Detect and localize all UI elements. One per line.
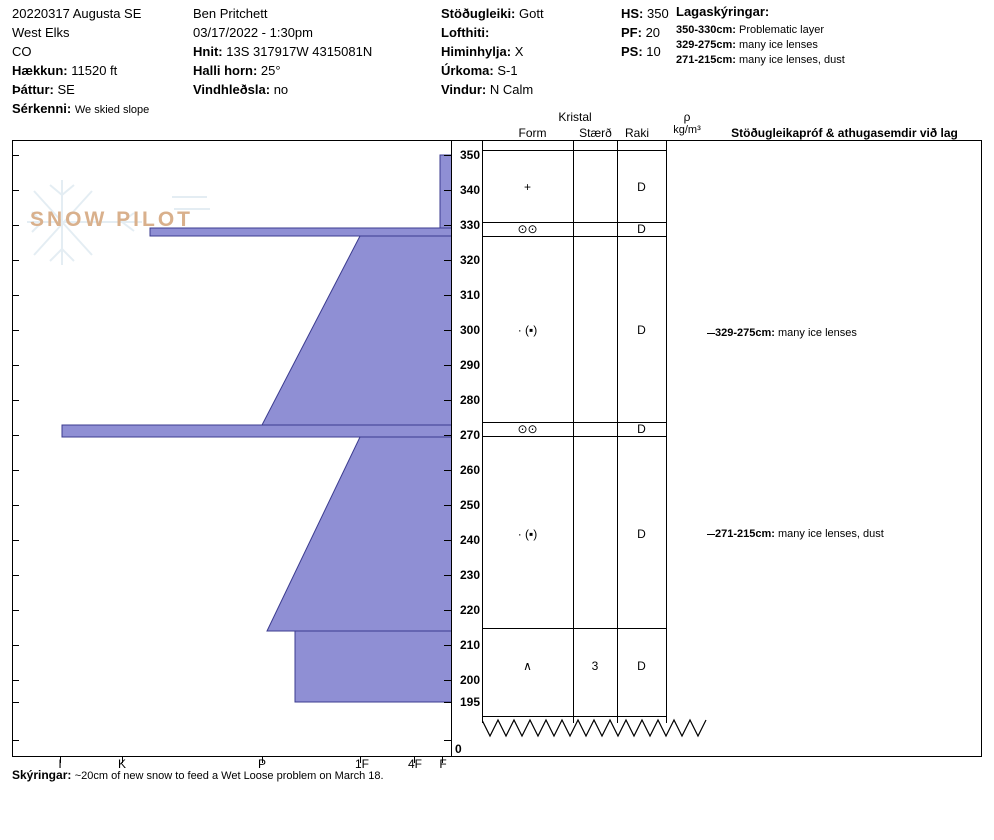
header-field-hs: HS: 350 <box>621 6 669 21</box>
hardness-label: I <box>58 757 62 771</box>
header-field-coordinates: Hnit: 13S 317917W 4315081N <box>193 44 373 59</box>
density-column <box>667 140 707 757</box>
comments-header: Stöðugleikapróf & athugasemdir við lag <box>731 126 958 140</box>
header-field-aspect: Þáttur: SE <box>12 82 75 97</box>
header-field-title: 20220317 Augusta SE <box>12 6 142 21</box>
summary-note <box>12 768 384 782</box>
hardness-label: K <box>117 757 127 771</box>
summary-note-label: Skýringar: <box>12 768 72 782</box>
depth-tick-label: 250 <box>459 498 480 512</box>
density-symbol-header: ρ <box>683 110 691 124</box>
depth-tick-label: 280 <box>459 393 480 407</box>
depth-tick-label: 210 <box>459 638 480 652</box>
depth-axis <box>452 140 482 757</box>
layer-wetness: D <box>637 527 646 541</box>
header-column-observer <box>193 4 438 99</box>
comments-column <box>707 140 982 757</box>
depth-tick-label: 290 <box>459 358 480 372</box>
depth-tick-label: 300 <box>459 323 480 337</box>
hardness-label: P <box>257 757 267 771</box>
header-field-slope-angle: Halli horn: 25° <box>193 63 281 78</box>
layer-form: · (▪) <box>517 323 538 337</box>
header-column-layer-notes <box>676 4 986 68</box>
form-header: Form <box>518 126 547 140</box>
layer-size: 3 <box>591 659 599 673</box>
depth-tick-label: 230 <box>459 568 480 582</box>
snow-pilot-watermark-text: SNOW PILOT <box>30 208 193 231</box>
layer-note-row: 329-275cm: many ice lenses <box>676 39 818 51</box>
hardness-label: F <box>439 757 447 771</box>
header-field-datetime: 03/17/2022 - 1:30pm <box>193 25 313 40</box>
size-header: Stærð <box>579 126 612 140</box>
summary-note-value: ~20cm of new snow to feed a Wet Loose problem on March 18. <box>74 770 384 782</box>
header-field-region: West Elks <box>12 25 70 40</box>
layer-form: ⊙⊙ <box>517 222 538 236</box>
layer-notes-title: Lagaskýringar: <box>676 4 770 19</box>
layer-form: + <box>523 180 531 194</box>
header-field-stability: Stöðugleiki: Gott <box>441 6 544 21</box>
header-field-air-temp: Lofthiti: <box>441 25 490 40</box>
header-column-site <box>12 4 192 120</box>
layer-comment: 271-215cm: many ice lenses, dust <box>715 528 884 540</box>
depth-tick-label: 200 <box>459 673 480 687</box>
depth-tick-label: 195 <box>459 695 480 709</box>
header-field-wind-loading: Vindhleðsla: no <box>193 82 289 97</box>
wetness-header: Raki <box>624 126 649 140</box>
layer-comment: 329-275cm: many ice lenses <box>715 327 857 339</box>
header-column-conditions <box>441 4 621 99</box>
depth-tick-label: 240 <box>459 533 480 547</box>
layer-note-row: 350-330cm: Problematic layer <box>676 24 824 36</box>
header-field-elevation: Hækkun: 11520 ft <box>12 63 118 78</box>
depth-zero-label: 0 <box>455 742 462 756</box>
layer-form: · (▪) <box>517 527 538 541</box>
header-field-characteristics: Sérkenni: We skied slope <box>12 101 150 116</box>
header-field-observer: Ben Pritchett <box>193 6 268 21</box>
hardness-label: 1F <box>354 757 370 771</box>
depth-tick-label: 270 <box>459 428 480 442</box>
crystal-table <box>482 140 667 757</box>
depth-tick-label: 330 <box>459 218 480 232</box>
layer-form: ∧ <box>523 659 532 673</box>
header-field-state: CO <box>12 44 32 59</box>
depth-tick-label: 310 <box>459 288 480 302</box>
depth-tick-label: 350 <box>459 148 480 162</box>
depth-tick-label: 320 <box>459 253 480 267</box>
header-field-ps: PS: 10 <box>621 44 661 59</box>
header <box>0 0 994 118</box>
header-field-precipitation: Úrkoma: S-1 <box>441 63 518 78</box>
header-field-sky-cover: Himinhylja: X <box>441 44 524 59</box>
layer-form: ⊙⊙ <box>517 422 538 436</box>
density-units-header: kg/m³ <box>673 124 701 136</box>
header-field-wind: Vindur: N Calm <box>441 82 534 97</box>
layer-wetness: D <box>637 180 646 194</box>
hardness-label: 4F <box>407 757 423 771</box>
header-column-snowpack <box>621 4 681 61</box>
layer-note-row: 271-215cm: many ice lenses, dust <box>676 54 845 66</box>
depth-tick-label: 220 <box>459 603 480 617</box>
layer-wetness: D <box>637 323 646 337</box>
layer-wetness: D <box>637 659 646 673</box>
layer-wetness: D <box>637 222 646 236</box>
header-field-pf: PF: 20 <box>621 25 661 40</box>
layer-wetness: D <box>637 422 646 436</box>
depth-tick-label: 340 <box>459 183 480 197</box>
ground-zigzag-icon <box>482 716 708 744</box>
depth-tick-label: 260 <box>459 463 480 477</box>
crystal-header: Kristal <box>558 110 592 124</box>
